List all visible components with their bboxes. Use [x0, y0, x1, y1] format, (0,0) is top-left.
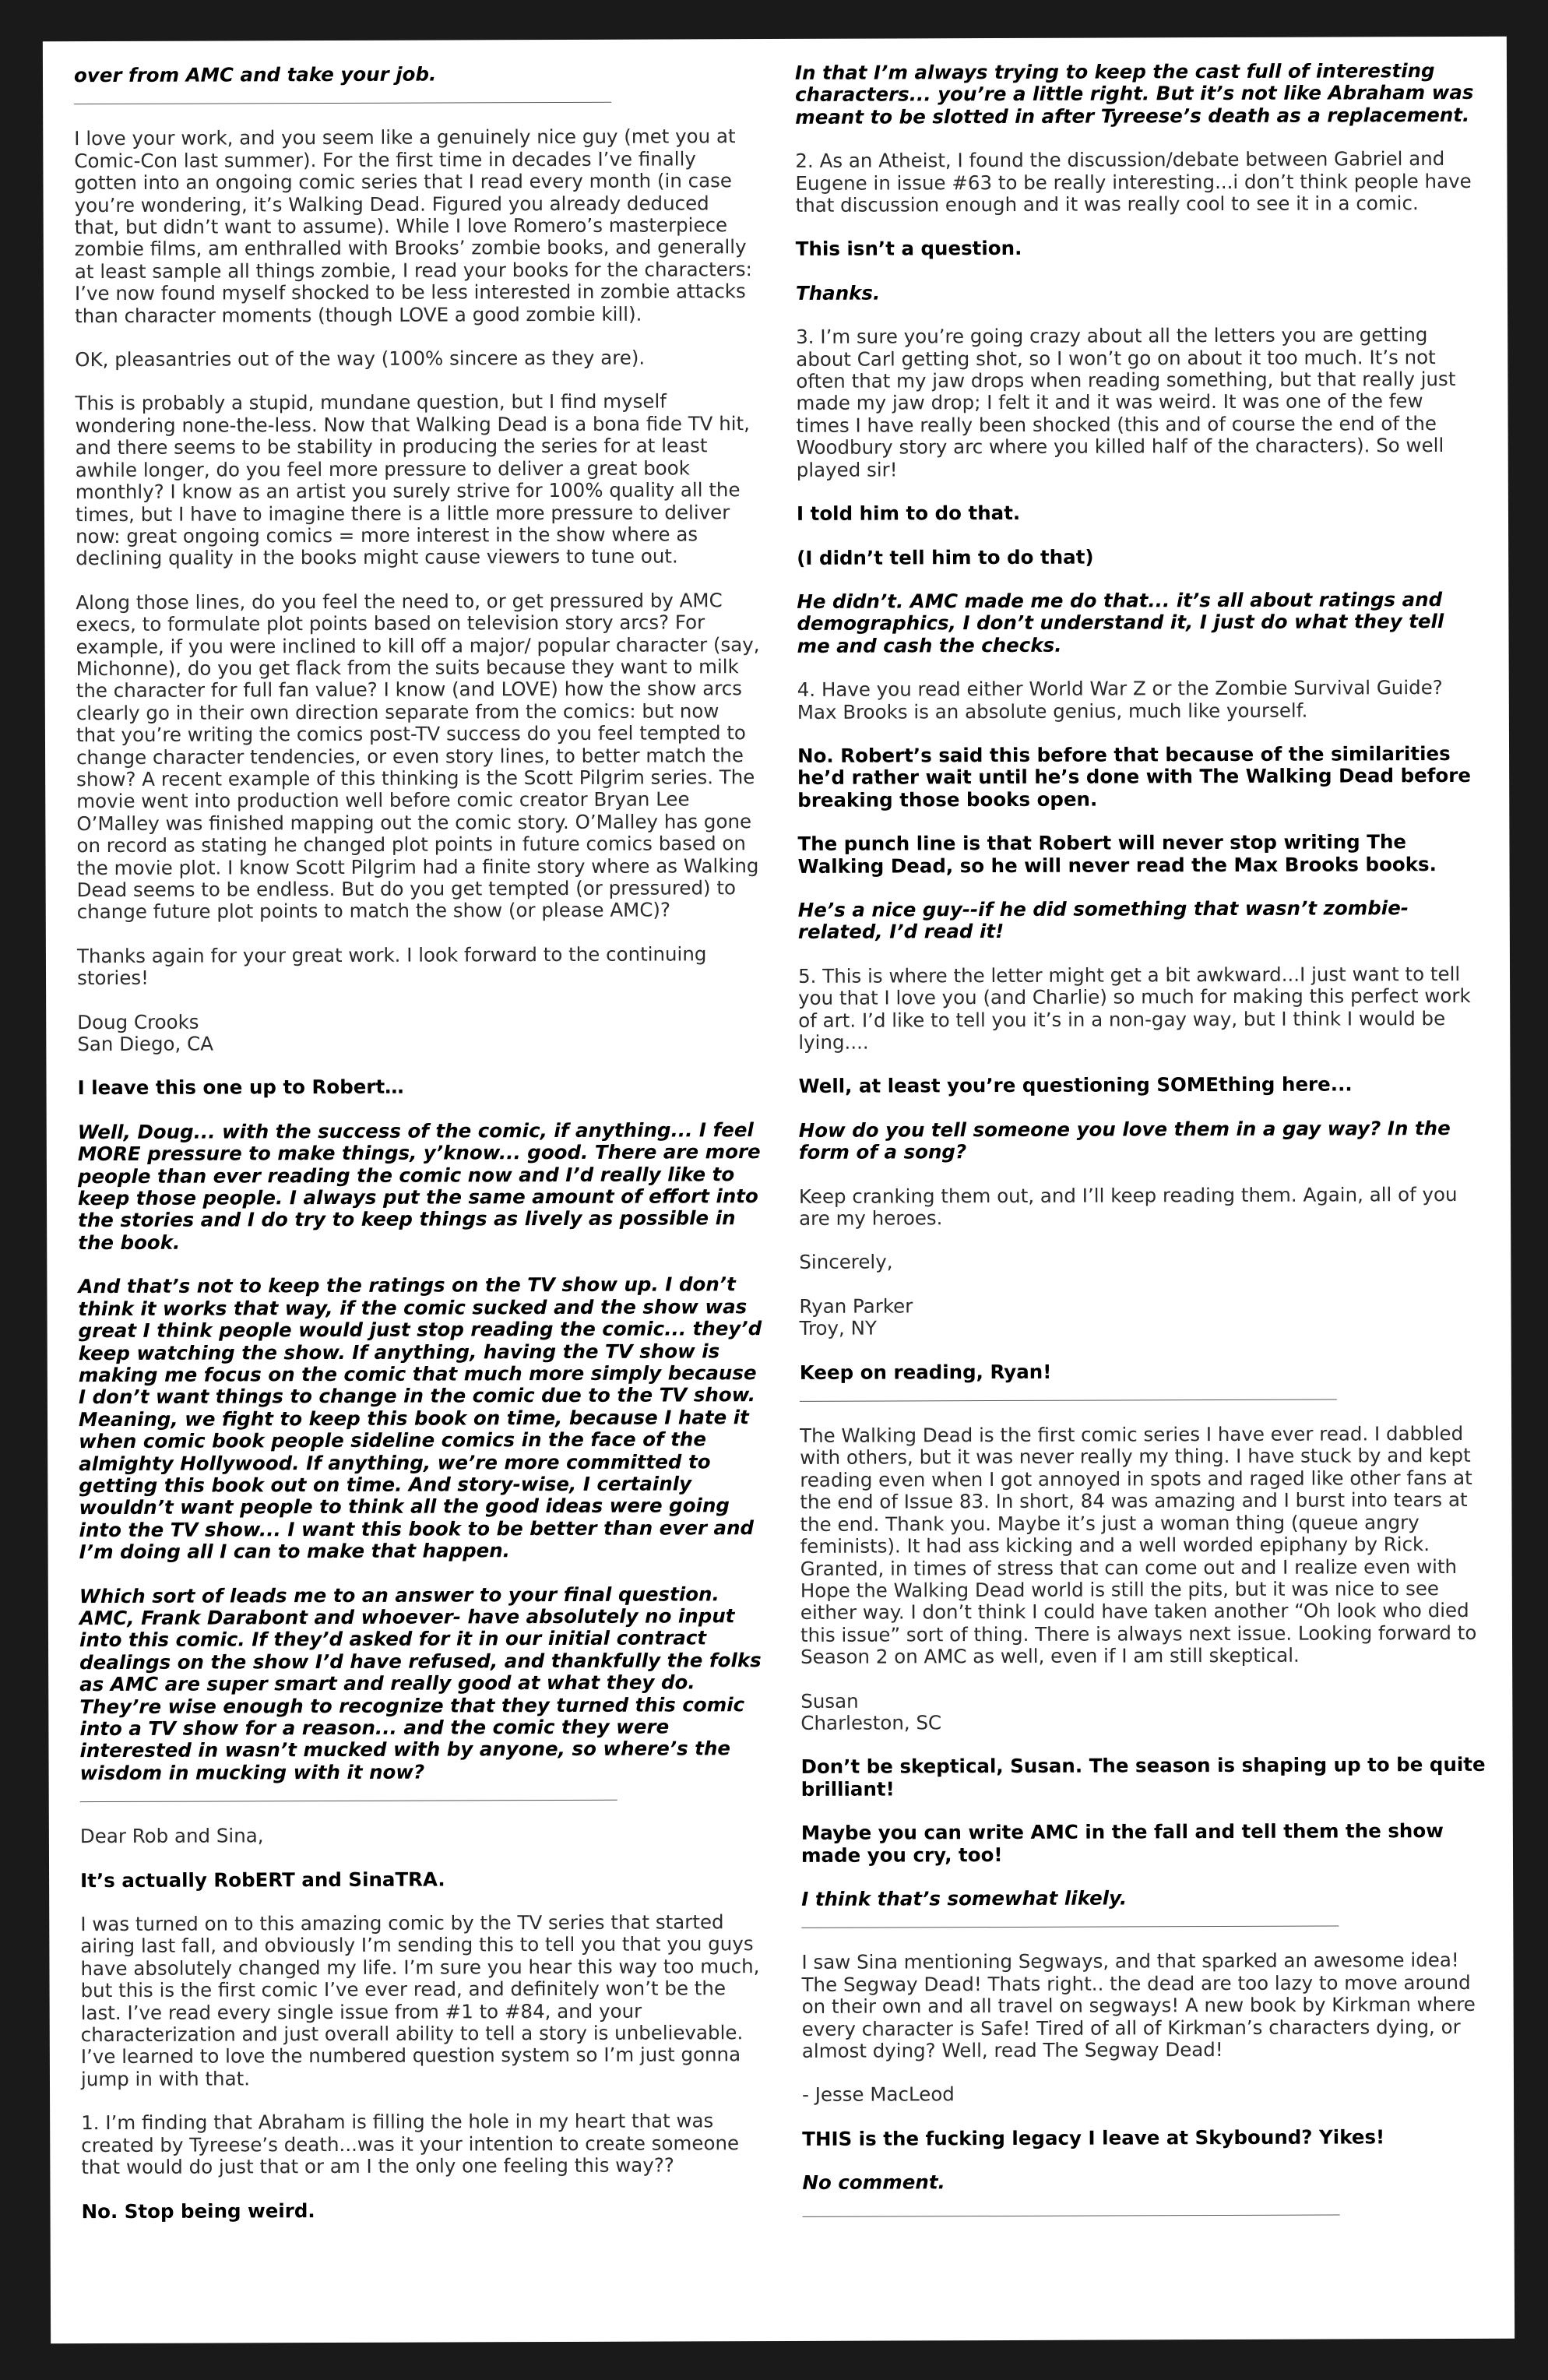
letter-paragraph: Sincerely,: [799, 1250, 893, 1274]
letter-paragraph: I was turned on to this amazing comic by the TV series that started airing last fall, and obviously I’m sending this to tell you that you guys have absolutely changed my life. I’m sure you hear this way too much, but this is the first comic I’ve ever read, and definitely won’t be the last. I’ve read every single issue from #1 to #84, and your characterization and just overall ability to tell a story is unbelievable. I’ve learned to love the numbered question system so I’m just gonna jump in with that.: [80, 1910, 760, 2091]
letter-paragraph: Along those lines, do you feel the need to, or get pressured by AMC execs, to formulate plot points based on television story arcs? For example, if you were inclined to kill off a major/ popular character (say, Michonne), do you get flack from the suits because they want to milk the character for full fan value? I know (and LOVE) how the show arcs clearly go in their own direction separate from the comics: but now that you’re writing the comics post-TV success do you feel tempted to change character tendencies, or even story lines, to better match the show? A recent example of this thinking is the Scott Pilgrim series. The movie went into production well before comic creator Bryan Lee O’Malley was finished mapping out the comic story. O’Malley has gone on record as stating he changed plot points in future comics based on the movie plot. I know Scott Pilgrim had a finite story where as Walking Dead seems to be endless. But do you get tempted (or pressured) to change future plot points to match the show (or please AMC)?: [76, 588, 760, 924]
letter-paragraph: 2. As an Atheist, I found the discussion/debate between Gabriel and Eugene in issue #63 to be really interesting...i don’t think people have that discussion enough and it was really cool to see it in a comic.: [795, 147, 1472, 217]
editor-reply: Don’t be skeptical, Susan. The season is shaping up to be quite brilliant!: [800, 1753, 1486, 1801]
editor-reply-italic: How do you tell someone you love them in a gay way? In the form of a song?: [798, 1116, 1451, 1164]
letter-paragraph: Keep cranking them out, and I’ll keep reading them. Again, all of you are my heroes.: [798, 1182, 1458, 1230]
editor-reply-italic: Thanks.: [795, 281, 881, 305]
section-divider: [803, 2214, 1340, 2216]
editor-reply-italic: No comment.: [802, 2171, 945, 2195]
editor-reply-italic: Well, Doug... with the success of the comic, if anything... I feel MORE pressure to make things, y’know... good. There are more people than ever reading the comic now and I’d really like to keep those people. I always put the same amount of effort into the stories and I do try to keep things as lively as possible in the book.: [77, 1118, 761, 1255]
section-divider: [80, 1800, 617, 1802]
letters-page: [43, 37, 1515, 2344]
editor-reply: Well, at least you’re questioning SOMEthing here...: [798, 1072, 1353, 1098]
editor-reply-italic: He didn’t. AMC made me do that... it’s all about ratings and demographics, I don’t understand it, I just do what they tell me and cash the checks.: [797, 587, 1444, 657]
section-divider: [74, 102, 611, 104]
editor-reply: THIS is the fucking legacy I leave at Skybound? Yikes!: [802, 2125, 1385, 2150]
editor-reply: I leave this one up to Robert…: [77, 1076, 404, 1100]
section-divider: [801, 1926, 1339, 1928]
left-column: [74, 62, 767, 2244]
editor-reply: I told him to do that.: [796, 502, 1021, 526]
letter-paragraph: 5. This is where the letter might get a bit awkward...I just want to tell you that I love you (and Charlie) so much for making this perfect work of art. I’d like to tell you it’s in a non-gay way, but I think I would be lying....: [797, 962, 1471, 1054]
editor-reply-italic: He’s a nice guy--if he did something that wasn’t zombie-related, I’d read it!: [797, 896, 1409, 944]
letter-paragraph: Doug Crooks San Diego, CA: [77, 1010, 214, 1056]
editor-reply: (I didn’t tell him to do that): [797, 545, 1094, 569]
letter-paragraph: Thanks again for your great work. I look forward to the continuing stories!: [76, 942, 707, 990]
editor-reply: Keep on reading, Ryan!: [799, 1360, 1052, 1384]
letter-paragraph: - Jesse MacLeod: [802, 2082, 955, 2107]
editor-reply-italic: And that’s not to keep the ratings on the TV show up. I don’t think it works that way, if the comic sucked and the show was great I think people would just stop reading the comic... they’d keep watching the show. If anything, having the TV show is making me focus on the comic that much more simply because I don’t want things to change in the comic due to the TV show. Meaning, we fight to keep this book on time, because I hate it when comic book people sideline comics in the face of the almighty Hollywood. If anything, we’re more committed to getting this book out on time. And story-wise, I certainly wouldn’t want people to think all the good ideas were going into the TV show... I want this book to be better than ever and I’m doing all I can to make that happen.: [78, 1273, 762, 1564]
right-column: [795, 60, 1488, 2241]
letter-paragraph: OK, pleasantries out of the way (100% sincere as they are).: [75, 346, 646, 371]
letter-paragraph: I love your work, and you seem like a genuinely nice guy (met you at Comic-Con last summer). For the first time in decades I’ve finally gotten into an ongoing comic series that I read every month (in case you’re wondering, it’s Walking Dead. Figured you already deduced that, but didn’t want to assume). While I love Romero’s masterpiece zombie films, am enthralled with Brooks’ zombie books, and generally at least sample all things zombie, I read your books for the characters: I’ve now found myself shocked to be less interested in zombie attacks than character moments (though LOVE a good zombie kill).: [74, 125, 752, 327]
letter-paragraph: 4. Have you read either World War Z or the Zombie Survival Guide? Max Brooks is an absolute genius, much like yourself.: [797, 676, 1443, 724]
letter-paragraph: Dear Rob and Sina,: [79, 1824, 264, 1848]
editor-reply: The punch line is that Robert will never stop writing The Walking Dead, so he will never read the Max Brooks books.: [797, 830, 1437, 878]
letter-paragraph: 3. I’m sure you’re going crazy about all the letters you are getting about Carl getting shot, so I won’t go on about it too much. It’s not often that my jaw drops when reading something, but that really just made my jaw drop; I felt it and it was weird. It was one of the few times I have really been shocked (this and of course the end of the Woodbury story arc where you killed half of the characters). So well played sir!: [796, 323, 1456, 481]
letter-paragraph: This is probably a stupid, mundane question, but I find myself wondering none-the-less. Now that Walking Dead is a bona fide TV hit, and there seems to be stability in producing the series for at least awhile longer, do you feel more pressure to deliver a great book monthly? I know as an artist you surely strive for 100% quality all the times, but I have to imagine there is a little more pressure to deliver now: great ongoing comics = more interest in the show where as declining quality in the books might cause viewers to tune out.: [75, 389, 750, 570]
editor-reply-italic: over from AMC and take your job.: [73, 62, 437, 87]
editor-reply: No. Stop being weird.: [81, 2199, 315, 2223]
letter-paragraph: I saw Sina mentioning Segways, and that sparked an awesome idea! The Segway Dead! Thats right.. the dead are too lazy to move around on their own and all travel on segways! A new book by Kirkman where every character is Safe! Tired of all of Kirkman’s characters dying, or almost dying? Well, read The Segway Dead!: [801, 1949, 1476, 2062]
letter-paragraph: The Walking Dead is the first comic series I have ever read. I dabbled with others, but it was never really my thing. I have stuck by and kept reading even when I got annoyed in spots and raged like other fans at the end of Issue 83. In short, 84 was amazing and I burst into tears at the end. Thank you. Maybe it’s just a woman thing (queue angry feminists). It had ass kicking and a well worded epiphany by Rick. Granted, in times of stress that can come out and I realize even with Hope the Walking Dead world is still the pits, but it was nice to see either way. I don’t think I could have taken another “Oh look who died this issue” sort of thing. There is always next issue. Looking forward to Season 2 on AMC as well, even if I am still skeptical.: [800, 1421, 1477, 1669]
editor-reply-italic: Which sort of leads me to an answer to your final question. AMC, Frank Darabont and whoever- have absolutely no input into this comic. If they’d asked for it in our initial contract dealings on the show I’d have refused, and thankfully the folks as AMC are super smart and really good at what they do. They’re wise enough to recognize that they turned this comic into a TV show for a reason... and the comic they were interested in wasn’t mucked with by anyone, so where’s the wisdom in mucking with it now?: [79, 1582, 762, 1784]
editor-reply-italic: In that I’m always trying to keep the cast full of interesting characters... you’re a little right. But it’s not like Abraham was meant to be slotted in after Tyreese’s death as a replacement.: [794, 59, 1474, 129]
editor-reply: It’s actually RobERT and SinaTRA.: [80, 1868, 445, 1892]
editor-reply: No. Robert’s said this before that because of the similarities he’d rather wait until he’s done with The Walking Dead before breaking those books open.: [797, 741, 1471, 812]
letter-paragraph: Susan Charleston, SC: [800, 1689, 942, 1734]
letter-paragraph: 1. I’m finding that Abraham is filling the hole in my heart that was created by Tyreese’s death...was it your intention to create someone that would do just that or am I the only one feeling this way??: [81, 2109, 740, 2179]
editor-reply: This isn’t a question.: [795, 237, 1022, 261]
letter-paragraph: Ryan Parker Troy, NY: [799, 1294, 913, 1340]
editor-reply: Maybe you can write AMC in the fall and tell them the show made you cry, too!: [800, 1819, 1444, 1867]
section-divider: [800, 1399, 1337, 1402]
editor-reply-italic: I think that’s somewhat likely.: [801, 1886, 1128, 1910]
